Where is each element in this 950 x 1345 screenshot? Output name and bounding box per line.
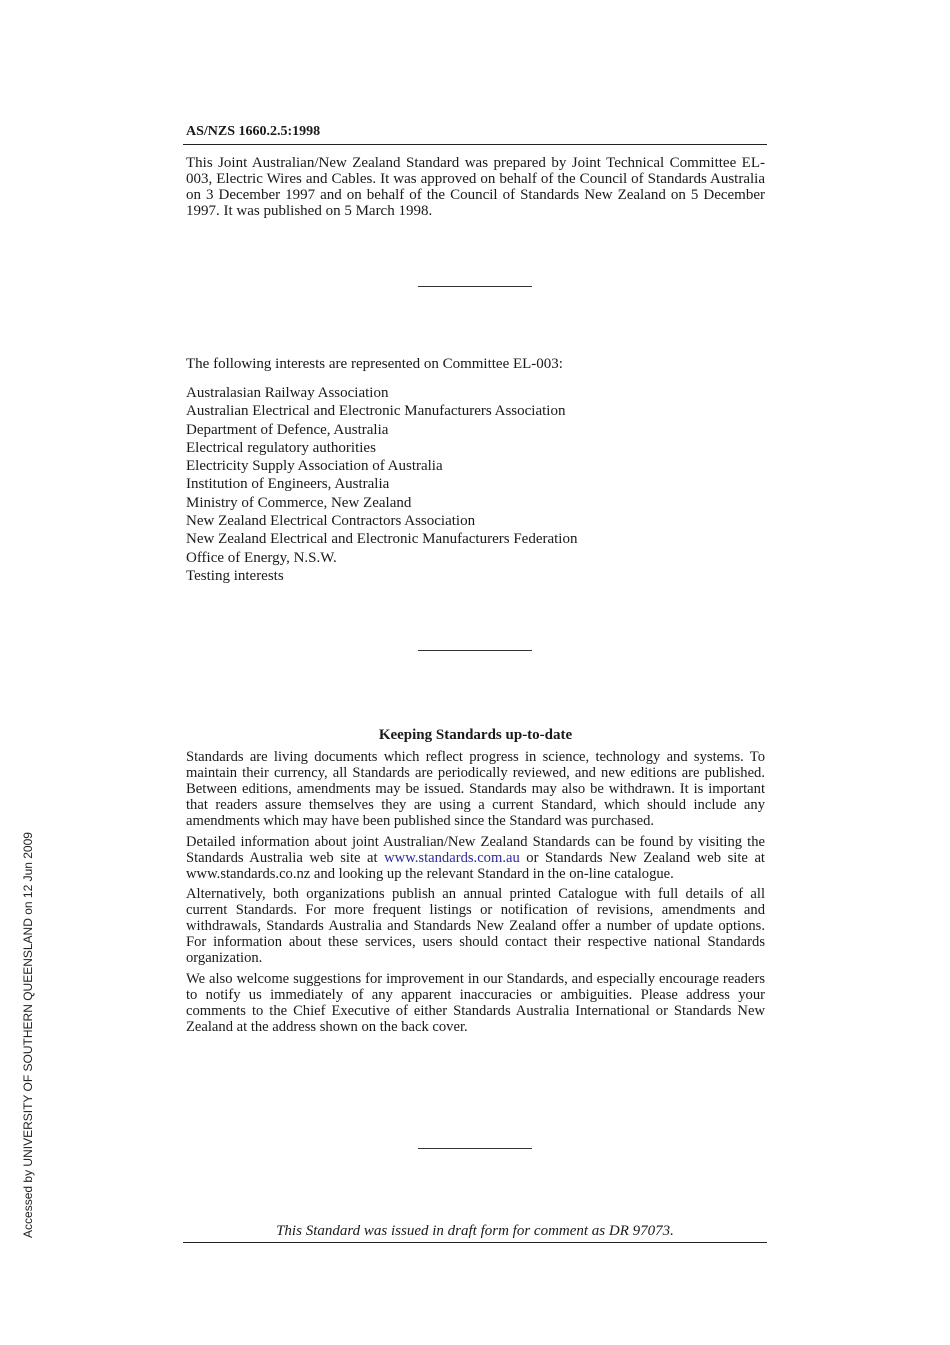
standard-number: AS/NZS 1660.2.5:1998 (186, 124, 321, 139)
list-item: Office of Energy, N.S.W. (186, 549, 337, 566)
draft-note: This Standard was issued in draft form for comment as DR 97073. (276, 1223, 674, 1239)
separator-rule (418, 286, 532, 287)
section-heading: Keeping Standards up-to-date (378, 727, 573, 743)
keeping-body (186, 749, 765, 1039)
keeping-paragraph-1: Standards are living documents which reflect progress in science, technology and systems. To maintain their currency, all Standards are periodically reviewed, and new editions are published. Between editions, amendments may be issued. Standards may also be withdrawn. It is important that readers assure themselves they are using a current Standard, which should include any amendments which may have been published since the Standard was purchased. (186, 749, 765, 829)
list-item: Institution of Engineers, Australia (186, 476, 390, 493)
list-item: New Zealand Electrical and Electronic Manufacturers Federation (186, 531, 578, 548)
keeping-paragraph-2 (186, 834, 765, 882)
list-item: Department of Defence, Australia (186, 421, 389, 438)
list-item: Australian Electrical and Electronic Manufacturers Association (186, 403, 566, 420)
paragraph-text: Detailed information about joint Australian/New Zealand Standards can be found by visiting the Standards Australia web site at (186, 833, 765, 866)
intro-paragraph: This Joint Australian/New Zealand Standard was prepared by Joint Technical Committee EL-003, Electric Wires and Cables. It was approved on behalf of the Council of Standards Australia on 3 December 1997 and on behalf of the Council of Standards New Zealand on 5 December 1997. It was published on 5 March 1998. (186, 155, 765, 219)
keeping-paragraph-3: Alternatively, both organizations publish an annual printed Catalogue with full details of all current Standards. For more frequent listings or notification of revisions, amendments and withdrawals, Standards Australia and Standards New Zealand offer a number of update options. For information about these services, users should contact their respective national Standards organization. (186, 886, 765, 966)
separator-rule (418, 1148, 532, 1149)
separator-rule (418, 650, 532, 651)
list-item: Electrical regulatory authorities (186, 439, 376, 456)
interests-list (186, 384, 577, 585)
paragraph-text: or Standards New Zealand web site at www.standards.co.nz and looking up the relevant Standard in the on-line catalogue. (186, 849, 765, 882)
access-watermark-text: Accessed by UNIVERSITY OF SOUTHERN QUEENSLAND on 12 Jun 2009 (21, 832, 35, 1238)
list-item: Testing interests (186, 567, 284, 584)
list-item: New Zealand Electrical Contractors Association (186, 513, 476, 530)
list-item: Australasian Railway Association (186, 385, 389, 401)
keeping-paragraph-4: We also welcome suggestions for improvement in our Standards, and especially encourage readers to notify us immediately of any apparent inaccuracies or ambiguities. Please address your comments to the Chief Executive of either Standards Australia International or Standards New Zealand at the address shown on the back cover. (186, 970, 765, 1035)
footer-rule (183, 1242, 767, 1243)
list-item: Electricity Supply Association of Australia (186, 458, 443, 475)
list-item: Ministry of Commerce, New Zealand (186, 494, 412, 511)
header-rule (183, 144, 767, 145)
interests-intro: The following interests are represented on Committee EL-003: (186, 356, 563, 372)
standards-australia-link[interactable]: www.standards.com.au (384, 849, 520, 866)
